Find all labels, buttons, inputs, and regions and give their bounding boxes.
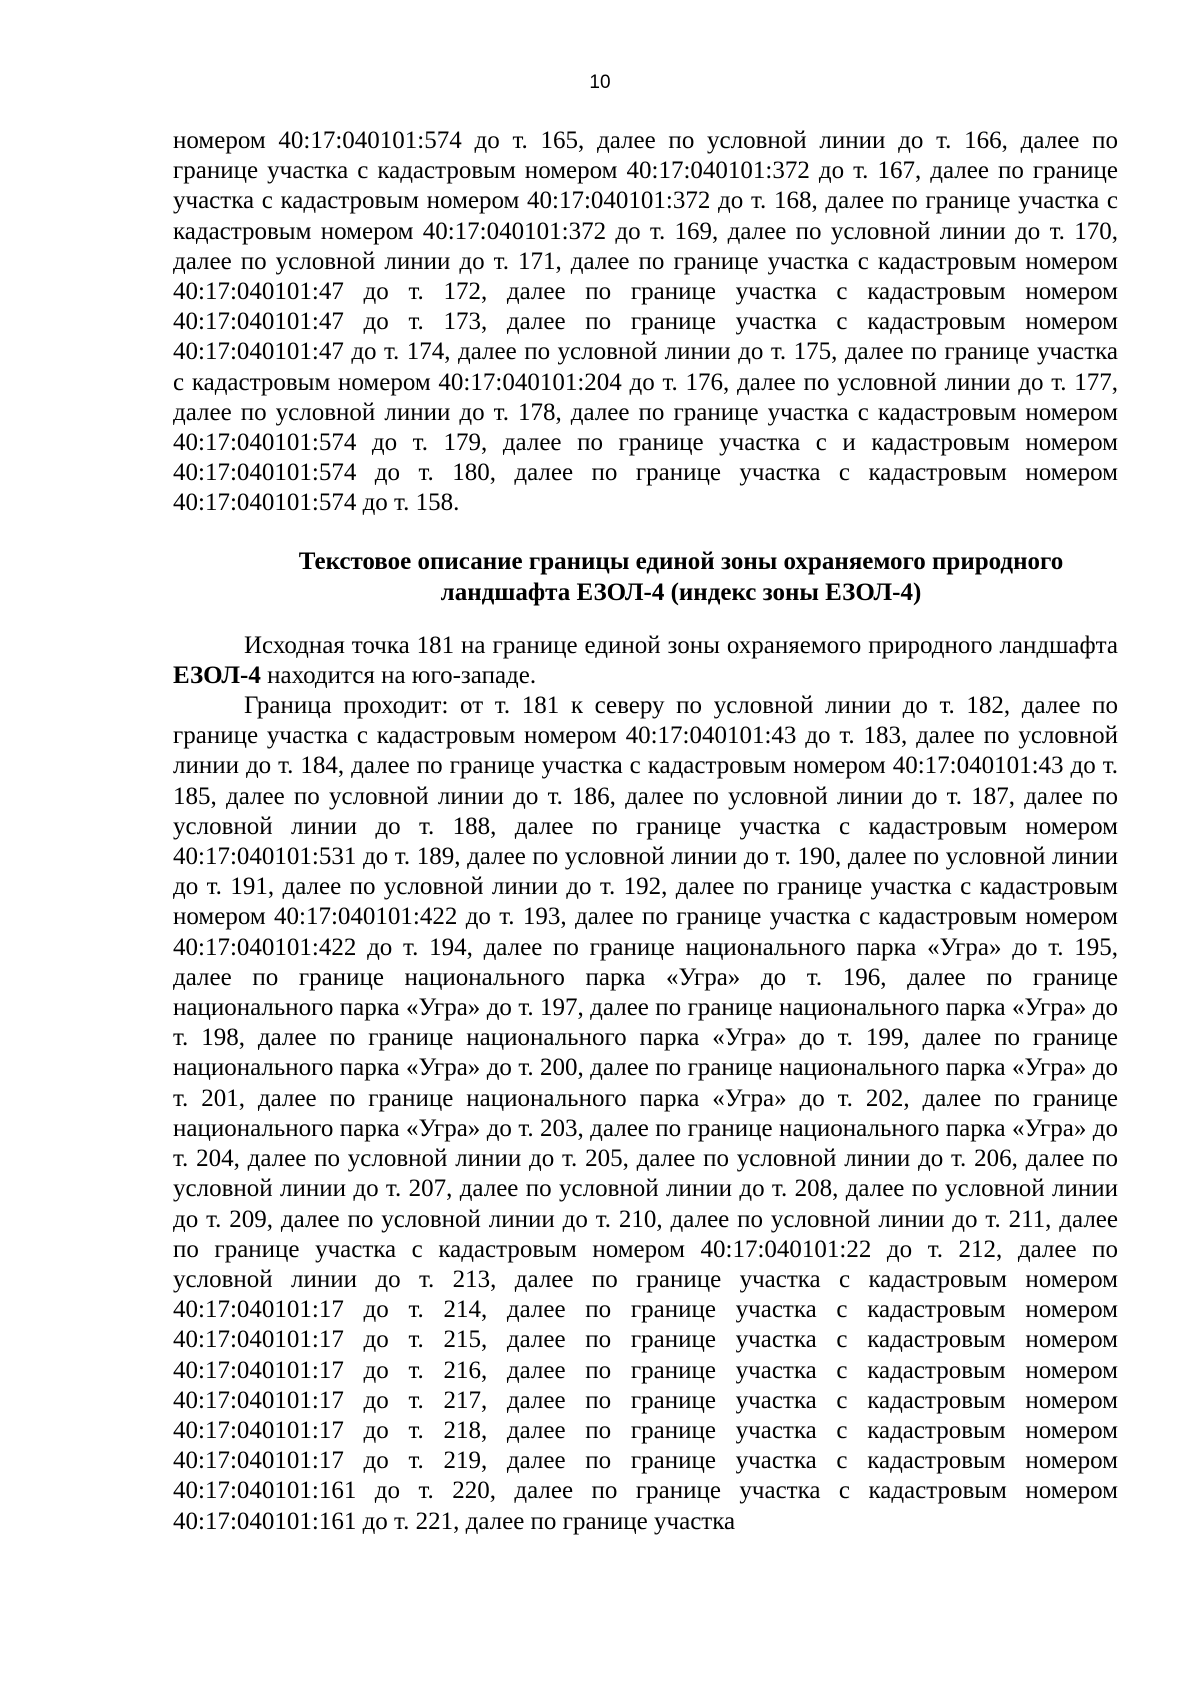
- start-point-paragraph: [173, 631, 1118, 691]
- heading-spacer: [173, 608, 1118, 631]
- section-heading-line-1: Текстовое описание границы единой зоны охраняемого природного: [298, 547, 1064, 575]
- page-number: 10: [589, 72, 611, 93]
- start-point-location: находится на юго-западе.: [260, 661, 537, 689]
- start-point-text: Исходная точка 181 на границе единой зоны охраняемого природного ландшафта: [244, 631, 1118, 659]
- section-heading-line-2: ландшафта ЕЗОЛ-4 (индекс зоны ЕЗОЛ-4): [440, 578, 922, 606]
- zone-code: ЕЗОЛ-4: [173, 661, 261, 689]
- boundary-description-paragraph: Граница проходит: от т. 181 к северу по условной линии до т. 182, далее по границе участка с кадастровым номером 40:17:040101:43 до т. 183, далее по условной линии до т. 184, далее по границе участка с кадастровым номером 40:17:040101:43 до т. 185, далее по условной линии до т. 186, далее по условной линии до т. 187, далее по условной линии до т. 188, далее по границе участка с кадастровым номером 40:17:040101:531 до т. 189, далее по условной линии до т. 190, далее по условной линии до т. 191, далее по условной линии до т. 192, далее по границе участка с кадастровым номером 40:17:040101:422 до т. 193, далее по границе участка с кадастровым номером 40:17:040101:422 до т. 194, далее по границе национального парка «Угра» до т. 195, далее по границе национального парка «Угра» до т. 196, далее по границе национального парка «Угра» до т. 197, далее по границе национального парка «Угра» до т. 198, далее по границе национального парка «Угра» до т. 199, далее по границе национального парка «Угра» до т. 200, далее по границе национального парка «Угра» до т. 201, далее по границе национального парка «Угра» до т. 202, далее по границе национального парка «Угра» до т. 203, далее по границе национального парка «Угра» до т. 204, далее по условной линии до т. 205, далее по условной линии до т. 206, далее по условной линии до т. 207, далее по условной линии до т. 208, далее по условной линии до т. 209, далее по условной линии до т. 210, далее по условной линии до т. 211, далее по границе участка с кадастровым номером 40:17:040101:22 до т. 212, далее по условной линии до т. 213, далее по границе участка с кадастровым номером 40:17:040101:17 до т. 214, далее по границе участка с кадастровым номером 40:17:040101:17 до т. 215, далее по границе участка с кадастровым номером 40:17:040101:17 до т. 216, далее по границе участка с кадастровым номером 40:17:040101:17 до т. 217, далее по границе участка с кадастровым номером 40:17:040101:17 до т. 218, далее по границе участка с кадастровым номером 40:17:040101:17 до т. 219, далее по границе участка с кадастровым номером 40:17:040101:161 до т. 220, далее по границе участка с кадастровым номером 40:17:040101:161 до т. 221, далее по границе участка: [173, 692, 1118, 1535]
- boundary-continuation-paragraph: номером 40:17:040101:574 до т. 165, далее по условной линии до т. 166, далее по границе участка с кадастровым номером 40:17:040101:372 до т. 167, далее по границе участка с кадастровым номером 40:17:040101:372 до т. 168, далее по границе участка с кадастровым номером 40:17:040101:372 до т. 169, далее по условной линии до т. 170, далее по условной линии до т. 171, далее по границе участка с кадастровым номером 40:17:040101:47 до т. 172, далее по границе участка с кадастровым номером 40:17:040101:47 до т. 173, далее по границе участка с кадастровым номером 40:17:040101:47 до т. 174, далее по условной линии до т. 175, далее по границе участка с кадастровым номером 40:17:040101:204 до т. 176, далее по условной линии до т. 177, далее по условной линии до т. 178, далее по границе участка с кадастровым номером 40:17:040101:574 до т. 179, далее по границе участка с и кадастровым номером 40:17:040101:574 до т. 180, далее по границе участка с кадастровым номером 40:17:040101:574 до т. 158.: [173, 127, 1118, 517]
- document-body: [173, 126, 1118, 1537]
- section-heading: [173, 546, 1118, 608]
